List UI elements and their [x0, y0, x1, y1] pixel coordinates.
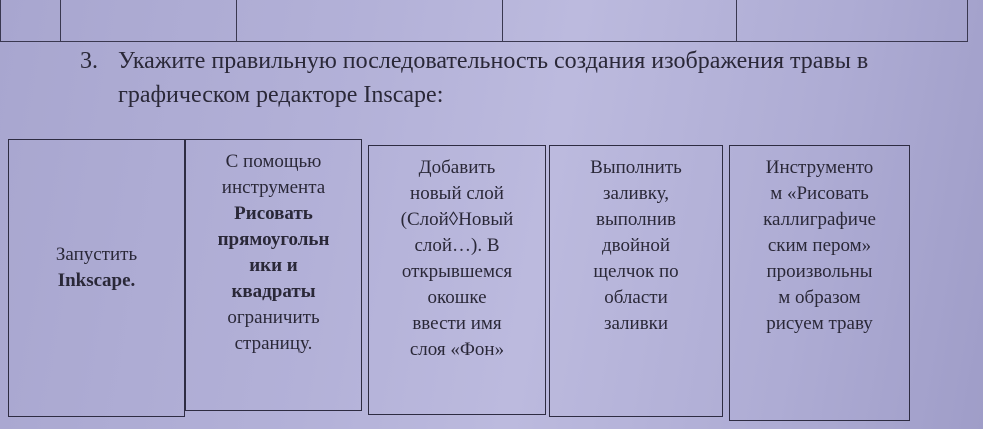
step-card-1: [8, 139, 185, 417]
card-text-line: ограничить: [227, 307, 320, 328]
card-text-line: Выполнить: [590, 157, 682, 178]
card-text-line: каллиграфиче: [763, 209, 876, 230]
card-text-line: открывшемся: [401, 261, 513, 282]
card-text-line: Рисовать: [234, 203, 313, 224]
table-cell: [737, 0, 967, 41]
table-cell: [1, 0, 61, 41]
card-text-line: м образом: [778, 287, 861, 308]
card-text-line: области: [604, 287, 668, 308]
card-text-line: ввести имя: [412, 313, 502, 334]
card-text-line: ики и: [249, 255, 298, 276]
card-text-line: новый слой: [410, 183, 504, 204]
card-text-line: (Слой◊Новый: [400, 209, 514, 230]
card-text-line: окошке: [427, 287, 487, 308]
table-cell: [503, 0, 738, 41]
card-text-line: щелчок по: [593, 261, 679, 282]
card-text-line: слоя «Фон»: [409, 339, 505, 360]
step-card-5: [729, 145, 910, 421]
card-text-line: квадраты: [231, 281, 316, 302]
table-cell: [61, 0, 237, 41]
card-text-line: инструмента: [221, 177, 326, 198]
card-text-line: произвольны: [766, 261, 873, 282]
card-text-line: заливку,: [602, 183, 670, 204]
card-text-line: м «Рисовать: [770, 183, 869, 204]
card-text-line: заливки: [603, 313, 669, 334]
step-card-3: [368, 145, 546, 415]
step-card-4: [549, 145, 723, 417]
question-text: Укажите правильную последовательность создания изображения травы в графическом редакторе Inscape:: [118, 48, 869, 108]
card-text-line: Добавить: [418, 157, 496, 178]
card-text-line: выполнив: [596, 209, 676, 230]
table-cell: [237, 0, 503, 41]
previous-table-row: [0, 0, 968, 42]
question-number: 3.: [80, 48, 98, 74]
card-text-line: Инструменто: [765, 157, 874, 178]
step-card-2: [185, 139, 362, 411]
card-text-line: двойной: [601, 235, 670, 256]
card-text-line: слой…). В: [414, 235, 500, 256]
card-text-line: рисуем траву: [766, 313, 873, 334]
card-text-line: страницу.: [234, 333, 313, 354]
card-text-line: прямоугольн: [217, 229, 330, 250]
card-text-line: Запустить: [55, 244, 138, 265]
card-text-line: Inkscape.: [57, 270, 136, 291]
card-text-line: С помощью: [225, 151, 322, 172]
card-text-line: ским пером»: [767, 235, 872, 256]
